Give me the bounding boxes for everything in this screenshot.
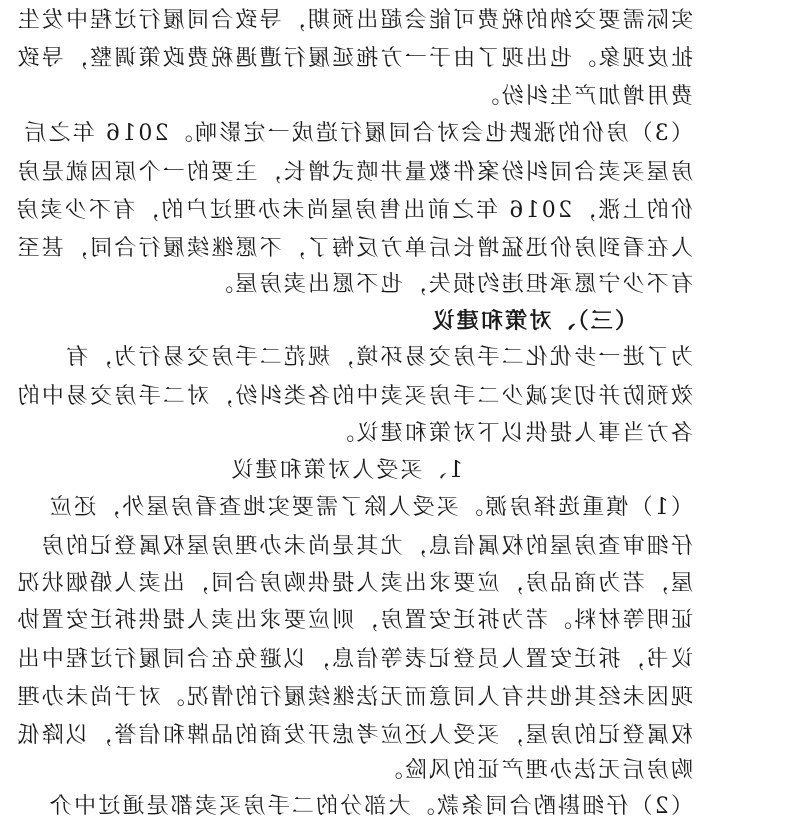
paragraph-line: 仔细审查房屋的权属信息，尤其是尚未办理房屋权属登记的房 (39, 534, 693, 559)
paragraph-line: 效预防并切实减少二手房买卖中的各类纠纷，对二手房交易中的 (15, 384, 693, 409)
section-heading: （三）、对策和建议 (430, 308, 637, 334)
paragraph-line: 为了进一步优化二手房交易环境，规范二手房交易行为，有 (63, 345, 693, 370)
paragraph-line: 人在看到房价迅猛增长后单方反悔了，不愿继续履行合同，甚至 (15, 236, 693, 261)
paragraph-line: 费用增加产生纠纷。 (475, 84, 693, 109)
paragraph-line: 有不少宁愿承担违约损失，也不愿出卖房屋。 (208, 272, 693, 297)
paragraph-line: （1）慎重选择房源。买受人除了需要实地查看房屋外，还应 (47, 495, 693, 520)
paragraph-line: 证明等材料。若为拆迁安置房，则应要求出卖人提供拆迁安置协 (15, 608, 693, 633)
paragraph-line: 现因未经其他共有人同意而无法继续履行的情况。对于尚未办理 (15, 685, 693, 710)
paragraph-line: 价的上涨，2016 年之前出售房屋尚未办理过户的，有不少卖房 (14, 198, 693, 223)
paragraph-line: 购房后无法办理产证的风险。 (378, 758, 693, 783)
paragraph-line: （3）房价的涨跌也会对合同履行造成一定影响。2016 年之后 (22, 121, 693, 146)
paragraph-line: 实际需要交纳的税费可能会超出预期，导致合同履行过程中发生 (15, 8, 693, 33)
paragraph-line: 房屋买卖合同纠纷案件数量井喷式增长，主要的一个原因就是房 (15, 160, 693, 185)
paragraph-line: 议书，拆迁安置人员登记表等信息，以避免在合同履行过程中出 (15, 647, 693, 672)
paragraph-line: 权属登记的房屋，买受人还应考虑开发商的品牌和信誉，以降低 (15, 723, 693, 748)
subsection-heading: 1、买受人对策和建议 (229, 458, 463, 483)
paragraph-line: 扯皮现象。也出现了由于一方拖延履行遭遇税费政策调整，导致 (15, 46, 693, 71)
paragraph-line: 屋，若为商品房，应要求出卖人提供购房合同，出卖人婚姻状况 (15, 571, 693, 596)
paragraph-line: （2）仔细斟酌合同条款。大部分的二手房买卖都是通过中介 (47, 794, 693, 819)
paragraph-line: 各方当事人提供以下对策和建议。 (329, 421, 693, 446)
